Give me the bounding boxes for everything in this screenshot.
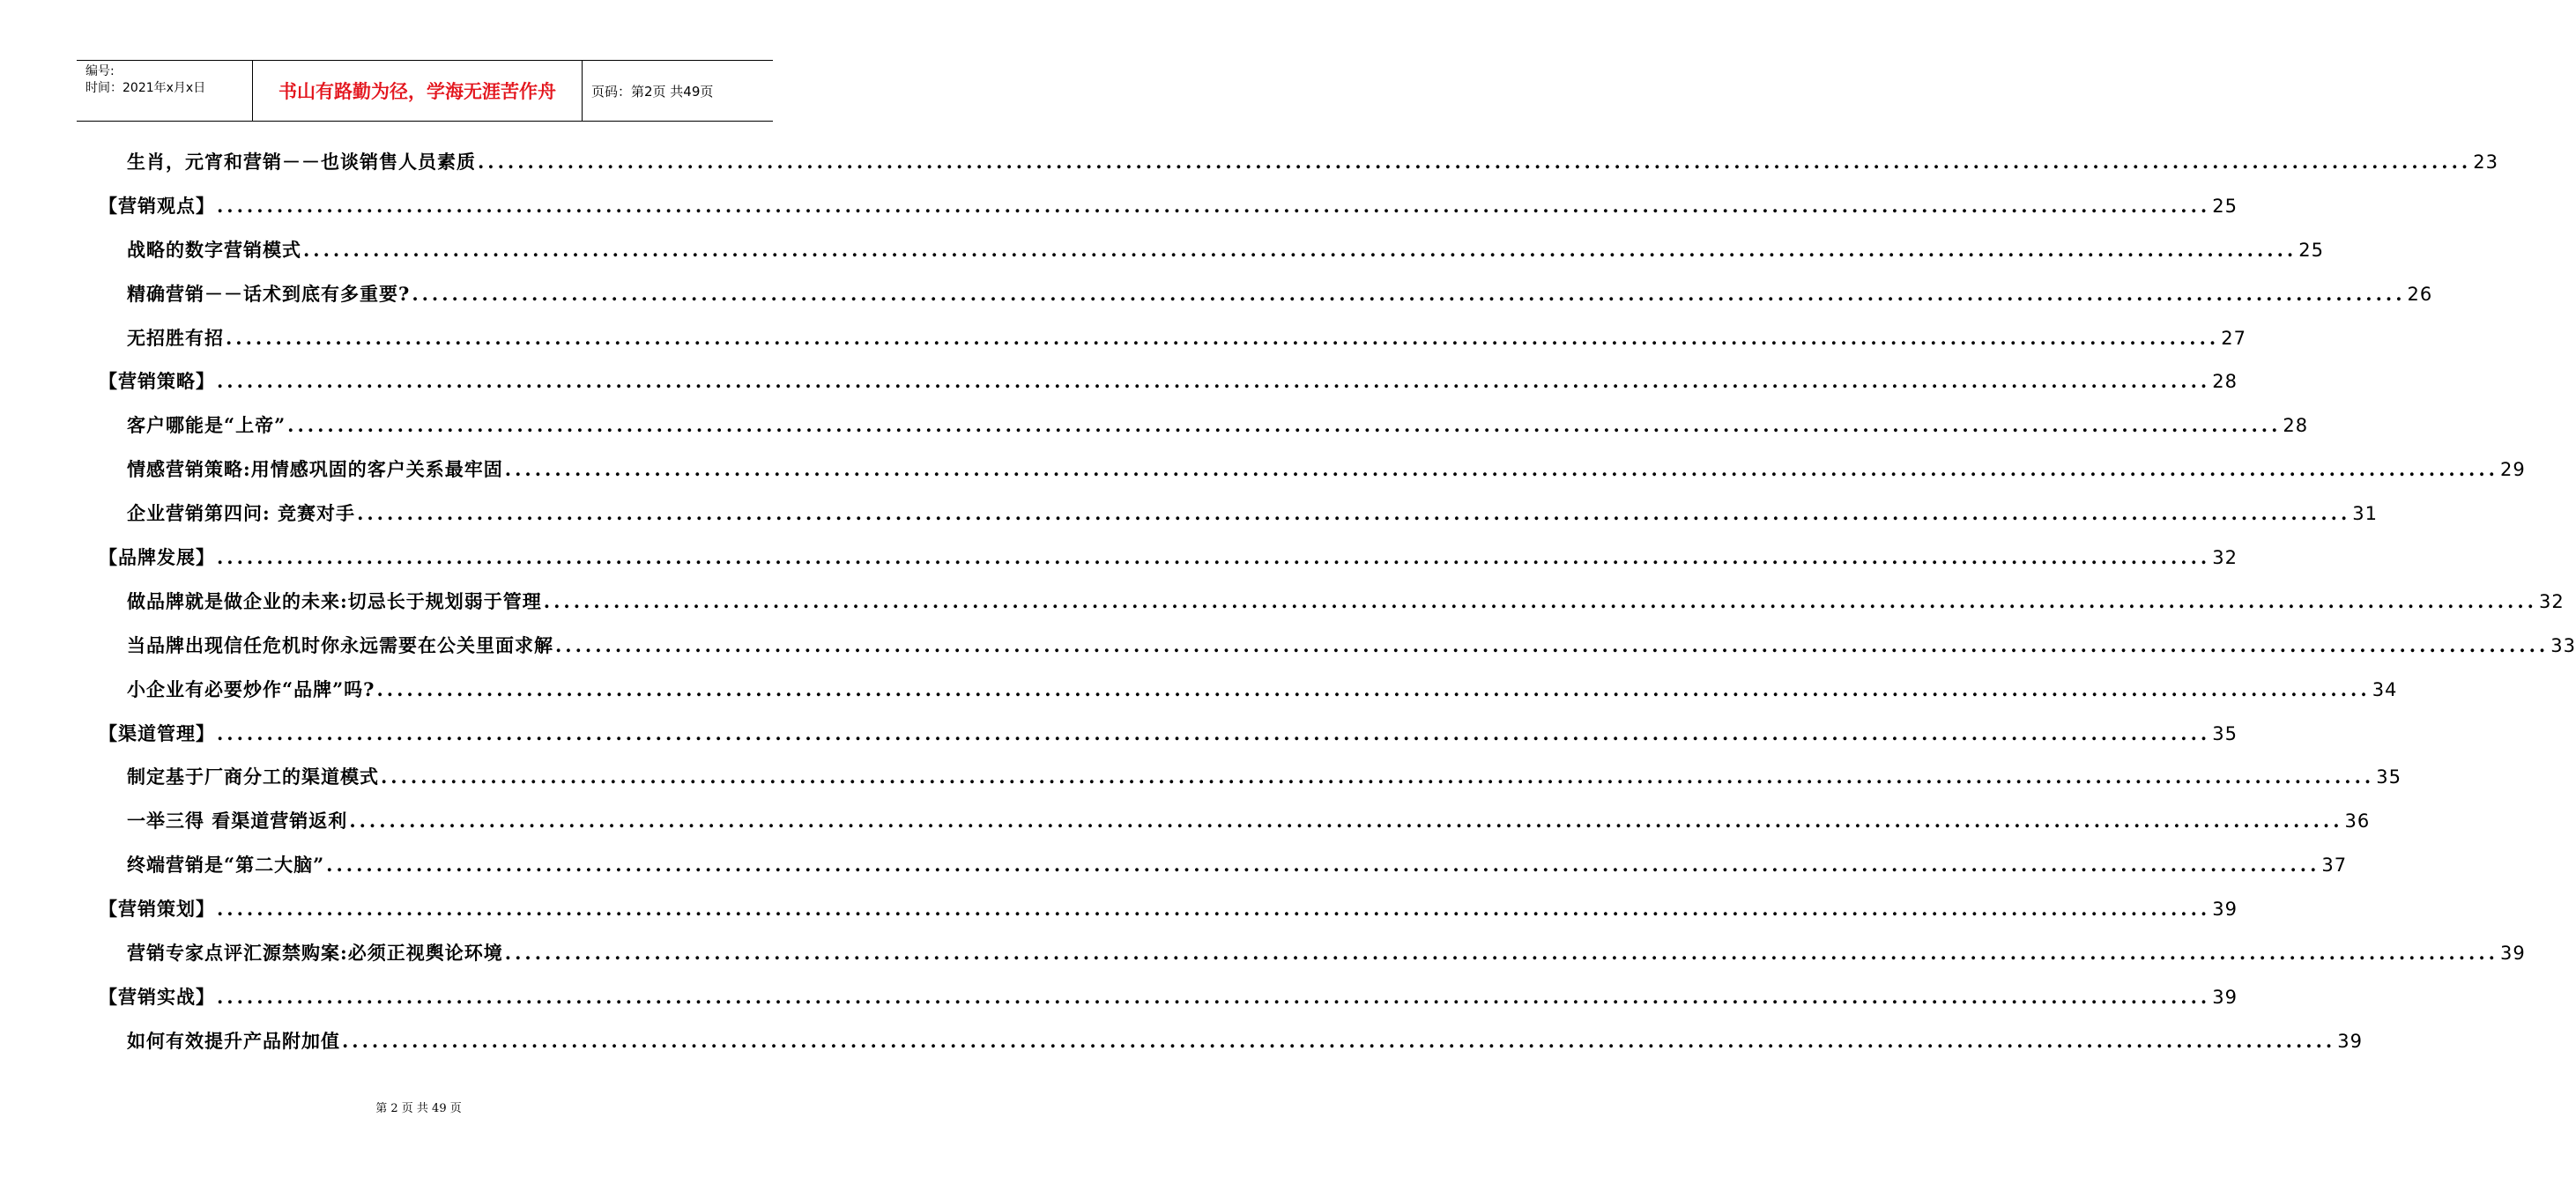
toc-title: 生肖，元宵和营销－－也谈销售人员素质 (127, 151, 476, 173)
toc-title: 终端营销是“第二大脑” (127, 854, 325, 877)
toc-entry-row[interactable] (99, 148, 2498, 192)
toc-title: 营销专家点评汇源禁购案:必须正视舆论环境 (127, 942, 503, 965)
toc-title: 如何有效提升产品附加值 (127, 1029, 340, 1052)
toc-leader-dots: ........................................................................................................................................................................................................ (478, 151, 2472, 173)
toc-leader-dots: ........................................................................................................................................................................................................ (303, 238, 2298, 261)
toc-title: 【品牌发展】 (99, 546, 215, 569)
header-page-info: 页码：第2页 共49页 (591, 83, 714, 100)
toc-title: 【营销策略】 (99, 370, 215, 393)
toc-title: 【营销观点】 (99, 194, 215, 217)
toc-leader-dots: ........................................................................................................................................................................................................ (217, 722, 2211, 744)
toc-page-number: 39 (2212, 986, 2238, 1008)
number-label: 编号: (85, 64, 115, 78)
toc-leader-dots: ........................................................................................................................................................................................................ (555, 633, 2550, 656)
toc-title: 无招胜有招 (127, 326, 224, 349)
toc-title: 小企业有必要炒作“品牌”吗? (127, 677, 375, 700)
toc-title: 【营销实战】 (99, 985, 215, 1008)
toc-section-row[interactable] (99, 367, 2238, 411)
toc-title: 一举三得 看渠道营销返利 (127, 810, 348, 832)
toc-leader-dots: ........................................................................................................................................................................................................ (357, 502, 2351, 525)
toc-leader-dots: ........................................................................................................................................................................................................ (349, 810, 2343, 832)
toc-leader-dots: ........................................................................................................................................................................................................ (376, 677, 2371, 700)
toc-entry-row[interactable] (99, 324, 2246, 368)
toc-section-row[interactable] (99, 895, 2238, 939)
toc-entry-row[interactable] (99, 939, 2526, 983)
toc-title: 精确营销－－话术到底有多重要? (127, 282, 411, 305)
toc-page-number: 31 (2352, 503, 2379, 525)
toc-section-row[interactable] (99, 720, 2238, 764)
header-meta (77, 61, 253, 121)
toc-leader-dots: ........................................................................................................................................................................................................ (217, 194, 2211, 217)
toc-page-number: 36 (2344, 810, 2371, 832)
toc-page-number: 27 (2221, 327, 2246, 349)
toc-page-number: 28 (2283, 415, 2309, 437)
toc-entry-row[interactable] (99, 411, 2309, 455)
toc-section-row[interactable] (99, 192, 2238, 236)
toc-title: 企业营销第四问: 竞赛对手 (127, 502, 356, 525)
toc-entry-row[interactable] (99, 236, 2324, 280)
page-footer: 第 2 页 共 49 页 (375, 1102, 462, 1115)
toc-section-row[interactable] (99, 983, 2238, 1027)
toc-entry-row[interactable] (99, 1027, 2363, 1071)
table-of-contents (99, 148, 2576, 1071)
toc-leader-dots: ........................................................................................................................................................................................................ (287, 414, 2282, 437)
toc-page-number: 35 (2376, 766, 2402, 788)
toc-page-number: 35 (2212, 722, 2238, 744)
toc-page-number: 33 (2550, 634, 2576, 656)
toc-page-number: 39 (2212, 899, 2238, 921)
toc-leader-dots: ........................................................................................................................................................................................................ (217, 985, 2211, 1008)
toc-leader-dots: ........................................................................................................................................................................................................ (217, 370, 2211, 393)
toc-leader-dots: ........................................................................................................................................................................................................ (543, 589, 2537, 612)
toc-title: 当品牌出现信任危机时你永远需要在公关里面求解 (127, 633, 553, 656)
time-label: 时间：2021年x月x日 (85, 81, 206, 95)
toc-title: 情感营销策略:用情感巩固的客户关系最牢固 (127, 458, 503, 481)
toc-leader-dots: ........................................................................................................................................................................................................ (504, 942, 2498, 965)
toc-leader-dots: ........................................................................................................................................................................................................ (412, 282, 2406, 305)
toc-page-number: 32 (2538, 590, 2565, 612)
toc-page-number: 32 (2212, 547, 2238, 569)
toc-title: 战略的数字营销模式 (127, 238, 301, 261)
toc-entry-row[interactable] (99, 280, 2433, 324)
toc-page-number: 23 (2473, 152, 2498, 173)
toc-entry-row[interactable] (99, 676, 2398, 720)
toc-page-number: 29 (2499, 459, 2526, 481)
toc-leader-dots: ........................................................................................................................................................................................................ (226, 326, 2220, 349)
toc-page-number: 25 (2212, 195, 2238, 217)
toc-title: 客户哪能是“上帝” (127, 414, 286, 437)
toc-entry-row[interactable] (99, 807, 2371, 851)
toc-leader-dots: ........................................................................................................................................................................................................ (217, 898, 2211, 921)
toc-entry-row[interactable] (99, 588, 2565, 632)
toc-page-number: 34 (2372, 678, 2398, 700)
toc-entry-row[interactable] (99, 851, 2348, 895)
toc-page-number: 39 (2337, 1030, 2363, 1052)
toc-entry-row[interactable] (99, 500, 2379, 544)
header-motto: 书山有路勤为径，学海无涯苦作舟 (253, 61, 583, 121)
toc-page-number: 26 (2407, 283, 2433, 305)
toc-title: 制定基于厂商分工的渠道模式 (127, 766, 379, 788)
toc-page-number: 37 (2321, 855, 2348, 877)
toc-entry-row[interactable] (99, 763, 2402, 807)
toc-leader-dots: ........................................................................................................................................................................................................ (326, 854, 2320, 877)
toc-page-number: 39 (2499, 943, 2526, 965)
toc-page-number: 28 (2212, 371, 2238, 393)
toc-entry-row[interactable] (99, 455, 2526, 500)
toc-page-number: 25 (2298, 239, 2324, 261)
toc-title: 【营销策划】 (99, 898, 215, 921)
toc-leader-dots: ........................................................................................................................................................................................................ (504, 458, 2498, 481)
toc-title: 【渠道管理】 (99, 722, 215, 744)
toc-entry-row[interactable] (99, 632, 2576, 676)
toc-title: 做品牌就是做企业的未来:切忌长于规划弱于管理 (127, 589, 542, 612)
toc-leader-dots: ........................................................................................................................................................................................................ (381, 766, 2375, 788)
page-header (77, 60, 773, 122)
toc-leader-dots: ........................................................................................................................................................................................................ (342, 1029, 2336, 1052)
toc-section-row[interactable] (99, 544, 2238, 588)
toc-leader-dots: ........................................................................................................................................................................................................ (217, 546, 2211, 569)
